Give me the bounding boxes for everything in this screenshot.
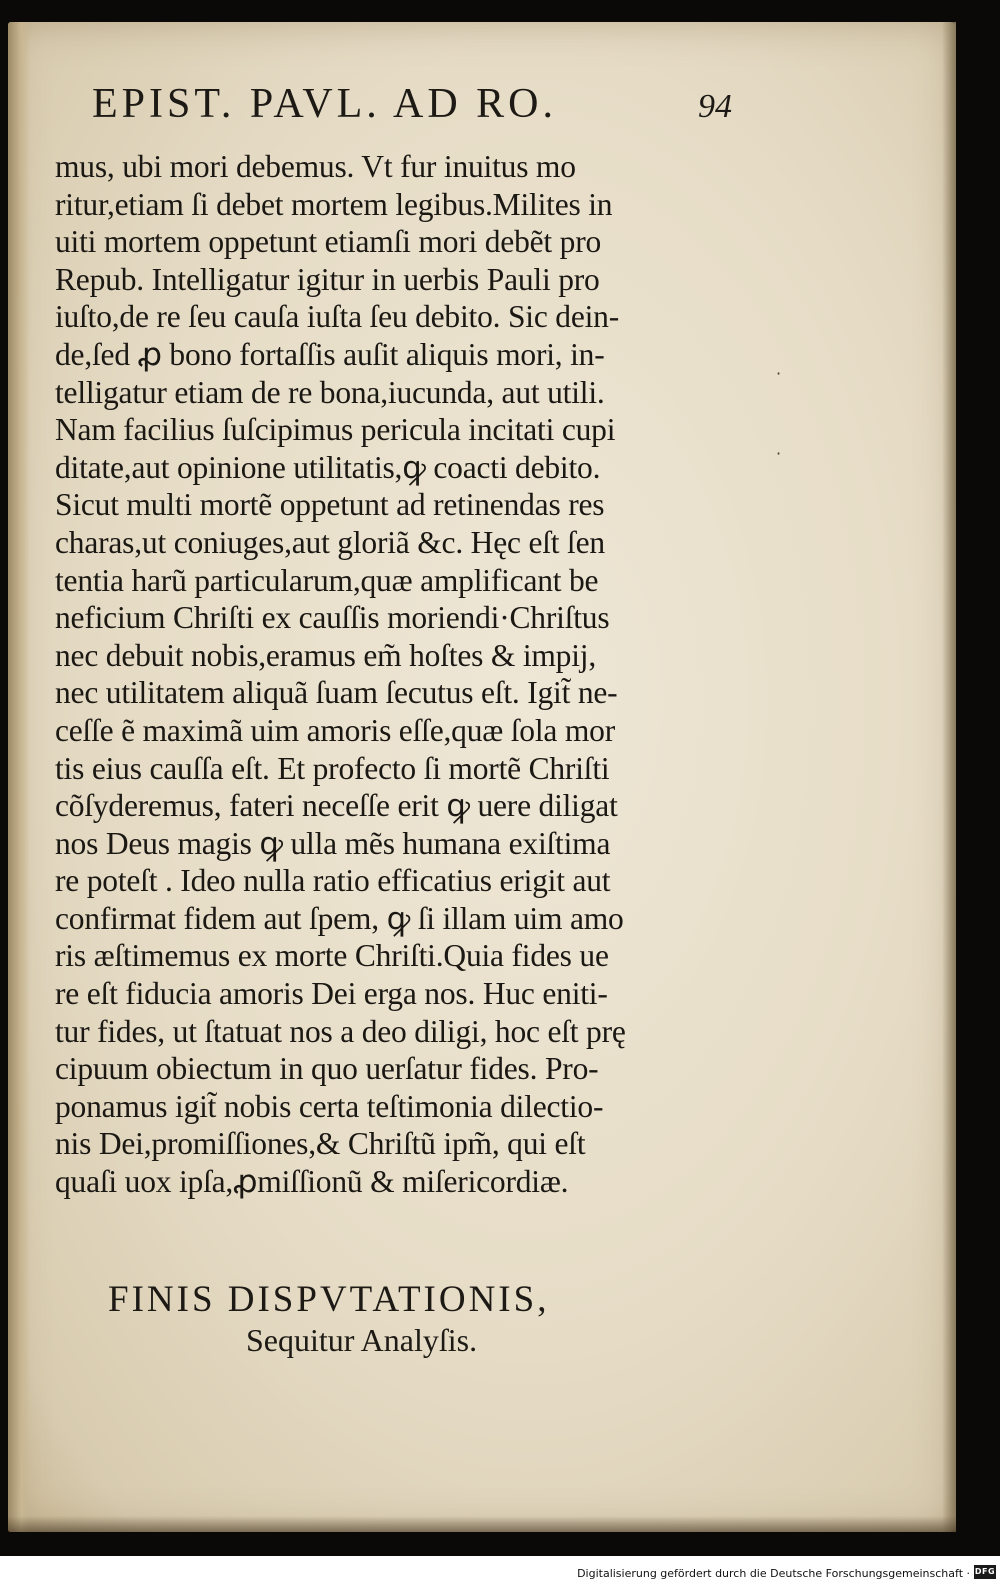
text-line: ceſſe ẽ maximã uim amoris eſſe,quæ ſola mor	[55, 712, 615, 748]
text-line: nis Dei,promiſſiones,& Chriſtũ ipm̃, qui eſt	[55, 1126, 586, 1162]
text-line: re eſt fiducia amoris Dei erga nos. Huc eniti-	[55, 976, 608, 1012]
text-line: ponamus igit̃ nobis certa teſtimonia dilectio-	[55, 1088, 604, 1124]
text-line: nec utilitatem aliquã ſuam ſecutus eſt. Igit̃ ne-	[55, 675, 618, 711]
text-line: ritur,etiam ſi debet mortem legibus.Milites in	[55, 186, 613, 222]
page-right-edge	[942, 22, 956, 1532]
text-line: re poteſt . Ideo nulla ratio efficatius erigit aut	[55, 863, 611, 899]
finis-heading: FINIS DISPVTATIONIS,	[108, 1279, 550, 1320]
text-line: uiti mortem oppetunt etiamſi mori debẽt pro	[55, 224, 602, 260]
page-number: 94	[698, 88, 732, 125]
text-line: quaſi uox ipſa,ꝓmiſſionũ & miſericordiæ.	[55, 1164, 569, 1200]
text-line: de,ſed ꝓ bono fortaſſis auſit aliquis mori, in-	[55, 336, 605, 372]
text-line: ditate,aut opinione utilitatis,ꝙ coacti debito.	[55, 449, 601, 485]
text-line: telligatur etiam de re bona,iucunda, aut utili.	[55, 374, 605, 410]
page-header	[92, 80, 732, 140]
text-line: iuſto,de re ſeu cauſa iuſta ſeu debito. Sic dein-	[55, 299, 620, 335]
text-line: tur fides, ut ſtatuat nos a deo diligi, hoc eſt prę	[55, 1013, 626, 1049]
text-line: Sicut multi mortẽ oppetunt ad retinendas res	[55, 487, 605, 523]
text-line: tentia harũ particularum,quæ amplificant be	[55, 562, 599, 598]
body-text	[55, 148, 765, 1201]
text-line: charas,ut coniuges,aut gloriã &c. Hęc eſt ſen	[55, 524, 605, 560]
dfg-logo: DFG	[974, 1565, 996, 1579]
text-line: ris æſtimemus ex morte Chriſti.Quia fides ue	[55, 938, 609, 974]
digitization-footer	[0, 1556, 1000, 1594]
text-line: Repub. Intelligatur igitur in uerbis Pauli pro	[55, 261, 600, 297]
funding-credit: Digitalisierung gefördert durch die Deutsche Forschungsgemeinschaft ·	[577, 1567, 970, 1580]
text-line: nos Deus magis ꝙ ulla mẽs humana exiſtima	[55, 825, 611, 861]
text-line: cipuum obiectum in quo uerſatur fides. Pro-	[55, 1051, 599, 1087]
text-line: tis eius cauſſa eſt. Et profecto ſi mortẽ Chriſti	[55, 750, 610, 786]
text-line: mus, ubi mori debemus. Vt fur inuitus mo	[55, 149, 576, 184]
text-line: cõſyderemus, fateri neceſſe erit ꝙ uere diligat	[55, 788, 618, 824]
running-title: EPIST. PAVL. AD RO.	[92, 81, 557, 127]
text-line: nec debuit nobis,eramus em̃ hoſtes & impij,	[55, 637, 597, 673]
sequitur-line: Sequitur Analyſis.	[246, 1322, 478, 1358]
text-line: confirmat fidem aut ſpem, ꝙ ſi illam uim amo	[55, 900, 624, 936]
margin-mark: ·	[776, 364, 782, 383]
text-line: Nam facilius ſuſcipimus pericula incitati cupi	[55, 412, 616, 448]
margin-mark: ·	[776, 444, 782, 463]
text-line: neficium Chriſti ex cauſſis moriendi·Chriſtus	[55, 600, 610, 636]
page-bottom-edge	[8, 1516, 956, 1532]
page-left-edge	[8, 22, 30, 1532]
